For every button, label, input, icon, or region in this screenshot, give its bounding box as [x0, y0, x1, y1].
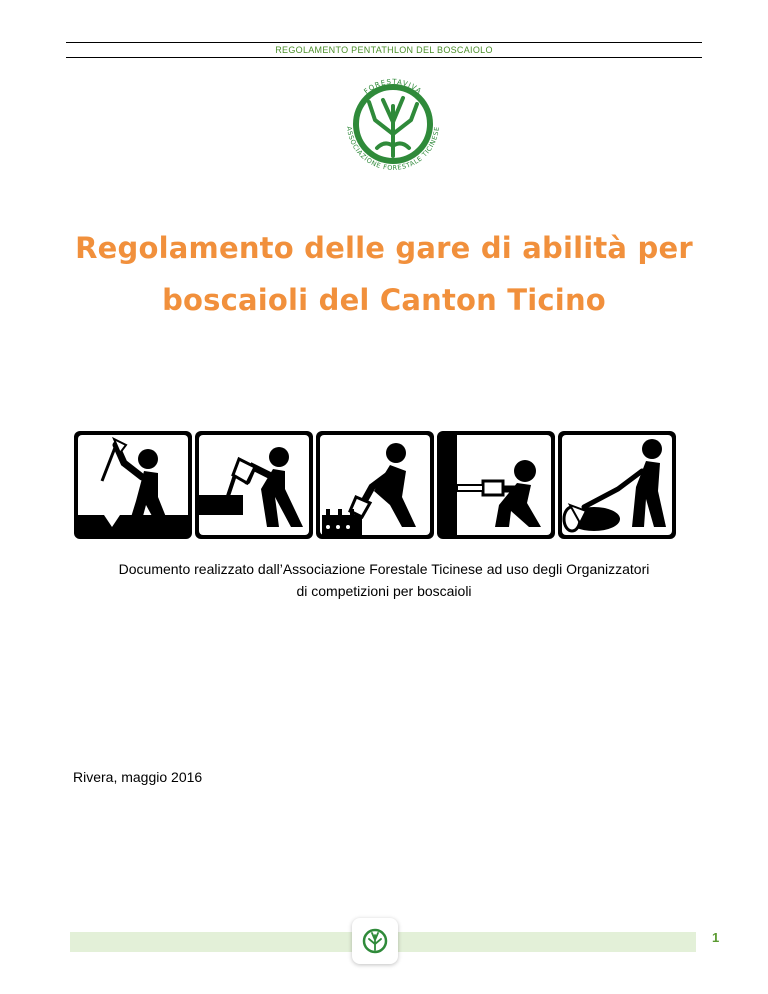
discipline-pictograms	[74, 431, 680, 539]
footer-logo-icon	[352, 918, 398, 964]
page-number: 1	[712, 930, 720, 945]
subtitle-line-2: di competizioni per boscaioli	[296, 583, 472, 599]
chainsaw-precision-cut-icon	[316, 431, 434, 539]
document-subtitle	[40, 558, 728, 602]
title-line-1: Regolamento delle gare di abilità per	[75, 231, 693, 265]
running-header: REGOLAMENTO PENTATHLON DEL BOSCAIOLO	[275, 45, 493, 55]
axe-chopping-icon	[74, 431, 192, 539]
header-rule-top	[66, 42, 702, 43]
chainsaw-felling-icon	[437, 431, 555, 539]
subtitle-line-1: Documento realizzato dall’Associazione Forestale Ticinese ad uso degli Organizzatori	[118, 561, 650, 577]
header-rule-bottom	[66, 57, 702, 58]
logo-arc-bottom: ASSOCIAZIONE FORESTALE TICINESE	[345, 125, 441, 173]
association-logo	[333, 64, 453, 184]
log-rolling-icon	[558, 431, 676, 539]
document-title	[40, 222, 728, 326]
title-line-2: boscaioli del Canton Ticino	[162, 283, 606, 317]
chainsaw-crosscut-icon	[195, 431, 313, 539]
place-date: Rivera, maggio 2016	[73, 769, 203, 785]
logo-arc-top: FORESTAVIVA	[362, 77, 424, 96]
